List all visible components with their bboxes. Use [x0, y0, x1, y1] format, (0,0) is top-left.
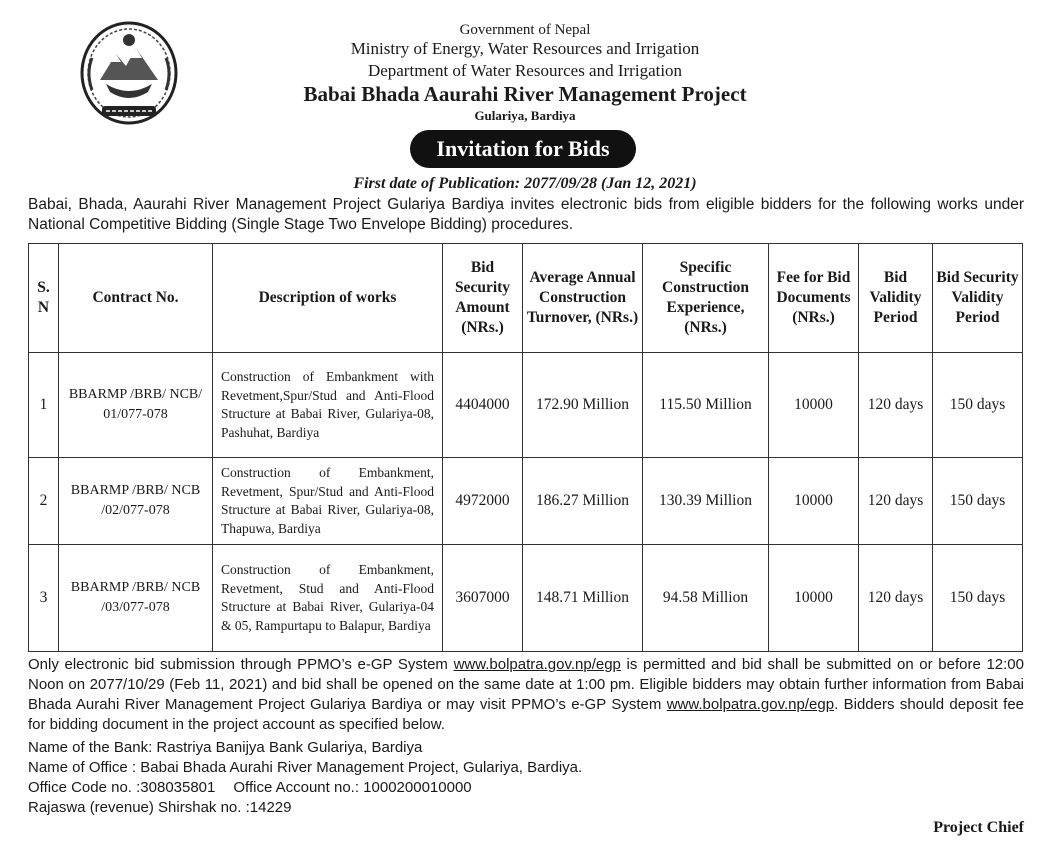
- table-row: [29, 545, 1023, 652]
- government-line: Government of Nepal: [459, 22, 591, 38]
- cell-sn: 3: [29, 545, 59, 652]
- cell-sn: 1: [29, 353, 59, 458]
- paragraph-text: is permitted and bid shall be submitted on or before 12:00 Noon on 2077/10/29 (Feb 11, 2021) and bid shall be opened on the same date at 1:00 pm. Eligible bidders may obtain further information from Babai Bhada Aurahi River Management Project Gulariya Bardiya or may visit PPMO’s e-GP System: [28, 656, 1024, 713]
- bank-name: Name of the Bank: Rastriya Banijya Bank Gulariya, Bardiya: [28, 739, 423, 756]
- cell-validity: 120 days: [859, 545, 933, 652]
- cell-turnover: 186.27 Million: [523, 458, 643, 545]
- cell-experience: 94.58 Million: [643, 545, 769, 652]
- cell-fee: 10000: [769, 458, 859, 545]
- office-codes: [28, 779, 928, 796]
- paragraph-text: Only electronic bid submission through PPMO’s e-GP System: [28, 656, 454, 673]
- cell-contract: BBARMP /BRB/ NCB/ 01/077-078: [59, 353, 213, 458]
- office-account: Office Account no.: 1000200010000: [233, 779, 472, 796]
- col-header-validity: Bid Validity Period: [859, 244, 933, 353]
- egp-link[interactable]: www.bolpatra.gov.np/egp: [453, 656, 621, 673]
- cell-turnover: 148.71 Million: [523, 545, 643, 652]
- col-header-sn: S. N: [29, 244, 59, 353]
- office-code: Office Code no. :308035801: [28, 779, 216, 796]
- col-header-security: Bid Security Amount (NRs.): [443, 244, 523, 353]
- cell-security-validity: 150 days: [933, 353, 1023, 458]
- col-header-description: Description of works: [213, 244, 443, 353]
- col-header-contract: Contract No.: [59, 244, 213, 353]
- cell-fee: 10000: [769, 545, 859, 652]
- cell-security: 4972000: [443, 458, 523, 545]
- project-location: Gulariya, Bardiya: [474, 108, 576, 123]
- submission-paragraph: [28, 655, 1024, 735]
- col-header-experience: Specific Construction Experience, (NRs.): [643, 244, 769, 353]
- cell-security: 4404000: [443, 353, 523, 458]
- cell-contract: BBARMP /BRB/ NCB /03/077-078: [59, 545, 213, 652]
- col-header-fee: Fee for Bid Documents (NRs.): [769, 244, 859, 353]
- cell-security: 3607000: [443, 545, 523, 652]
- cell-fee: 10000: [769, 353, 859, 458]
- egp-link[interactable]: www.bolpatra.gov.np/egp: [666, 696, 835, 713]
- cell-security-validity: 150 days: [933, 458, 1023, 545]
- signature: Project Chief: [933, 819, 1024, 836]
- bids-table: [28, 243, 1023, 652]
- table-header-row: [29, 244, 1023, 353]
- col-header-turnover: Average Annual Construction Turnover, (NRs.): [523, 244, 643, 353]
- cell-description: Construction of Embankment, Revetment, Stud and Anti-Flood Structure at Babai River, Gulariya-04 & 05, Rampurtapu to Balapur, Bardiya: [213, 545, 443, 652]
- cell-security-validity: 150 days: [933, 545, 1023, 652]
- table-row: [29, 458, 1023, 545]
- revenue-code: Rajaswa (revenue) Shirshak no. :14229: [28, 799, 292, 816]
- cell-contract: BBARMP /BRB/ NCB /02/077-078: [59, 458, 213, 545]
- table-row: [29, 353, 1023, 458]
- department-line: Department of Water Resources and Irrigation: [367, 61, 683, 80]
- ministry-line: Ministry of Energy, Water Resources and Irrigation: [350, 39, 700, 58]
- office-name: Name of Office : Babai Bhada Aurahi River Management Project, Gulariya, Bardiya.: [28, 759, 583, 776]
- cell-description: Construction of Embankment with Revetment,Spur/Stud and Anti-Flood Structure at Babai River, Gulariya-08, Pashuhat, Bardiya: [213, 353, 443, 458]
- cell-validity: 120 days: [859, 458, 933, 545]
- invitation-badge: Invitation for Bids: [410, 130, 636, 168]
- cell-experience: 115.50 Million: [643, 353, 769, 458]
- paragraph-text: . Bidders should deposit fee for bidding document in the project account as specified below.: [28, 696, 1025, 733]
- publication-date: First date of Publication: 2077/09/28 (Jan 12, 2021): [353, 175, 697, 192]
- col-header-security-validity: Bid Security Validity Period: [933, 244, 1023, 353]
- intro-text: Babai, Bhada, Aaurahi River Management Project Gulariya Bardiya invites electronic bids from eligible bidders for the following works under National Competitive Bidding (Single Stage Two Envelope Bidding) procedures.: [28, 196, 1024, 233]
- cell-sn: 2: [29, 458, 59, 545]
- project-title: Babai Bhada Aaurahi River Management Project: [303, 82, 747, 106]
- cell-turnover: 172.90 Million: [523, 353, 643, 458]
- cell-description: Construction of Embankment, Revetment, Spur/Stud and Anti-Flood Structure at Babai River, Gulariya-08, Thapuwa, Bardiya: [213, 458, 443, 545]
- cell-experience: 130.39 Million: [643, 458, 769, 545]
- cell-validity: 120 days: [859, 353, 933, 458]
